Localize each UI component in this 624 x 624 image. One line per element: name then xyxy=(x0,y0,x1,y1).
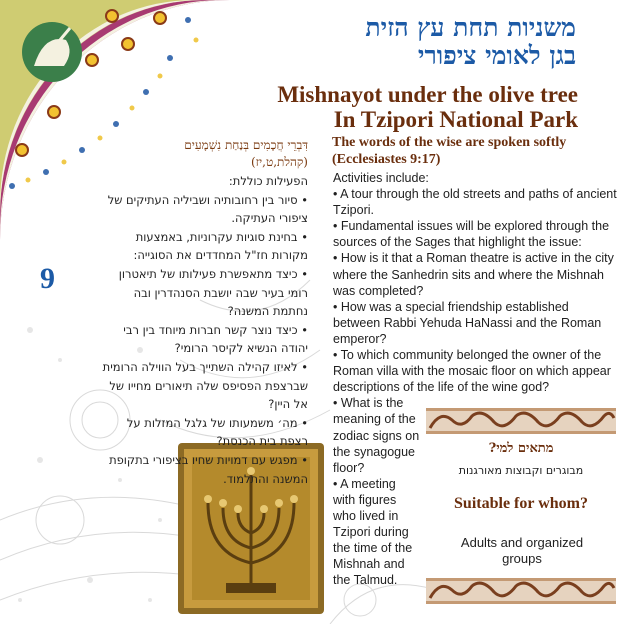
english-activities-title: Activities include: xyxy=(333,171,429,185)
list-item: • A meeting with figures who lived in Tzipori during the time of the Mishnah and the Talmud. xyxy=(333,476,413,588)
list-item: • סיור בין רחובותיה ושביליה העתיקים של ציפורי העתיקה. xyxy=(107,192,308,226)
suitable-english-title: Suitable for whom? xyxy=(454,495,588,512)
hebrew-title-line1: משניות תחת עץ הזית xyxy=(365,13,576,42)
list-item: • What is the meaning of the zodiac signs on the synagogue floor? xyxy=(333,396,420,475)
english-title xyxy=(258,82,578,132)
list-item: • כיצד מתאפשרת פעילותו של תיאטרון רומי בעיר שבה יושבת הסנהדרין ובה נחתמת המשנה? xyxy=(118,266,308,319)
hebrew-activities-list xyxy=(96,191,308,489)
list-item: • מה׳ משמעותו של גלגל המזלות על רצפת בית הכנסת? xyxy=(126,415,308,449)
english-title-line2: In Tzipori National Park xyxy=(333,107,578,132)
list-item: • Fundamental issues will be explored through the sources of the Sages that highlight the issue: xyxy=(333,219,610,250)
list-item: • To which community belonged the owner of the Roman villa with the mosaic floor on which appear descriptions of the life of the wine god? xyxy=(333,348,611,395)
hebrew-activities-title: הפעילות כוללת: xyxy=(228,174,308,188)
hebrew-activities xyxy=(96,172,308,488)
suitable-hebrew-title: מתאים למי? xyxy=(488,441,554,456)
list-item: • כיצד נוצר קשר חברות מיוחד בין רבי יהודה הנשיא לקיסר הרומי? xyxy=(123,322,308,356)
list-item: • How is it that a Roman theatre is active in the city where the Sanhedrin sits and where the Mishnah was completed? xyxy=(333,251,614,298)
page-number: 9 xyxy=(40,262,55,295)
suitable-hebrew-text: מבוגרים וקבוצות מאורגנות xyxy=(458,464,584,477)
hebrew-quote xyxy=(108,137,308,171)
list-item: • מפגש עם דמויות שחיו בציפורי בתקופת המשנה והתלמוד. xyxy=(109,452,308,486)
english-quote xyxy=(332,134,622,168)
english-activities-list xyxy=(333,186,619,588)
english-title-line1: Mishnayot under the olive tree xyxy=(277,82,578,107)
english-quote-line2: (Ecclesiastes 9:17) xyxy=(332,152,441,167)
hebrew-quote-line1: דִּבְרֵי חֲכָמִים בְּנַחַת נִשְׁמָעִים xyxy=(184,138,308,152)
hebrew-title xyxy=(276,14,576,70)
english-activities xyxy=(333,170,619,588)
list-item: • How was a special friendship established between Rabbi Yehuda HaNassi and the Roman emperor? xyxy=(333,299,602,346)
list-item: • בחינת סוגיות עקרוניות, באמצעות מקורות חז"ל המחדדים את הסוגייה: xyxy=(133,229,308,263)
list-item: • לאיזו קהילה השתייך בעל הווילה הרומית שברצפת הפסיפס שלה תיאורים מחייו של אל היין? xyxy=(102,359,308,412)
english-quote-line1: The words of the wise are spoken softly xyxy=(332,135,567,150)
hebrew-quote-line2: (קהלת,ט,יז) xyxy=(251,155,308,169)
list-item: • A tour through the old streets and paths of ancient Tzipori. xyxy=(333,187,617,218)
suitable-english-text: Adults and organized groups xyxy=(460,535,584,566)
hebrew-title-line2: בגן לאומי ציפורי xyxy=(417,41,576,70)
